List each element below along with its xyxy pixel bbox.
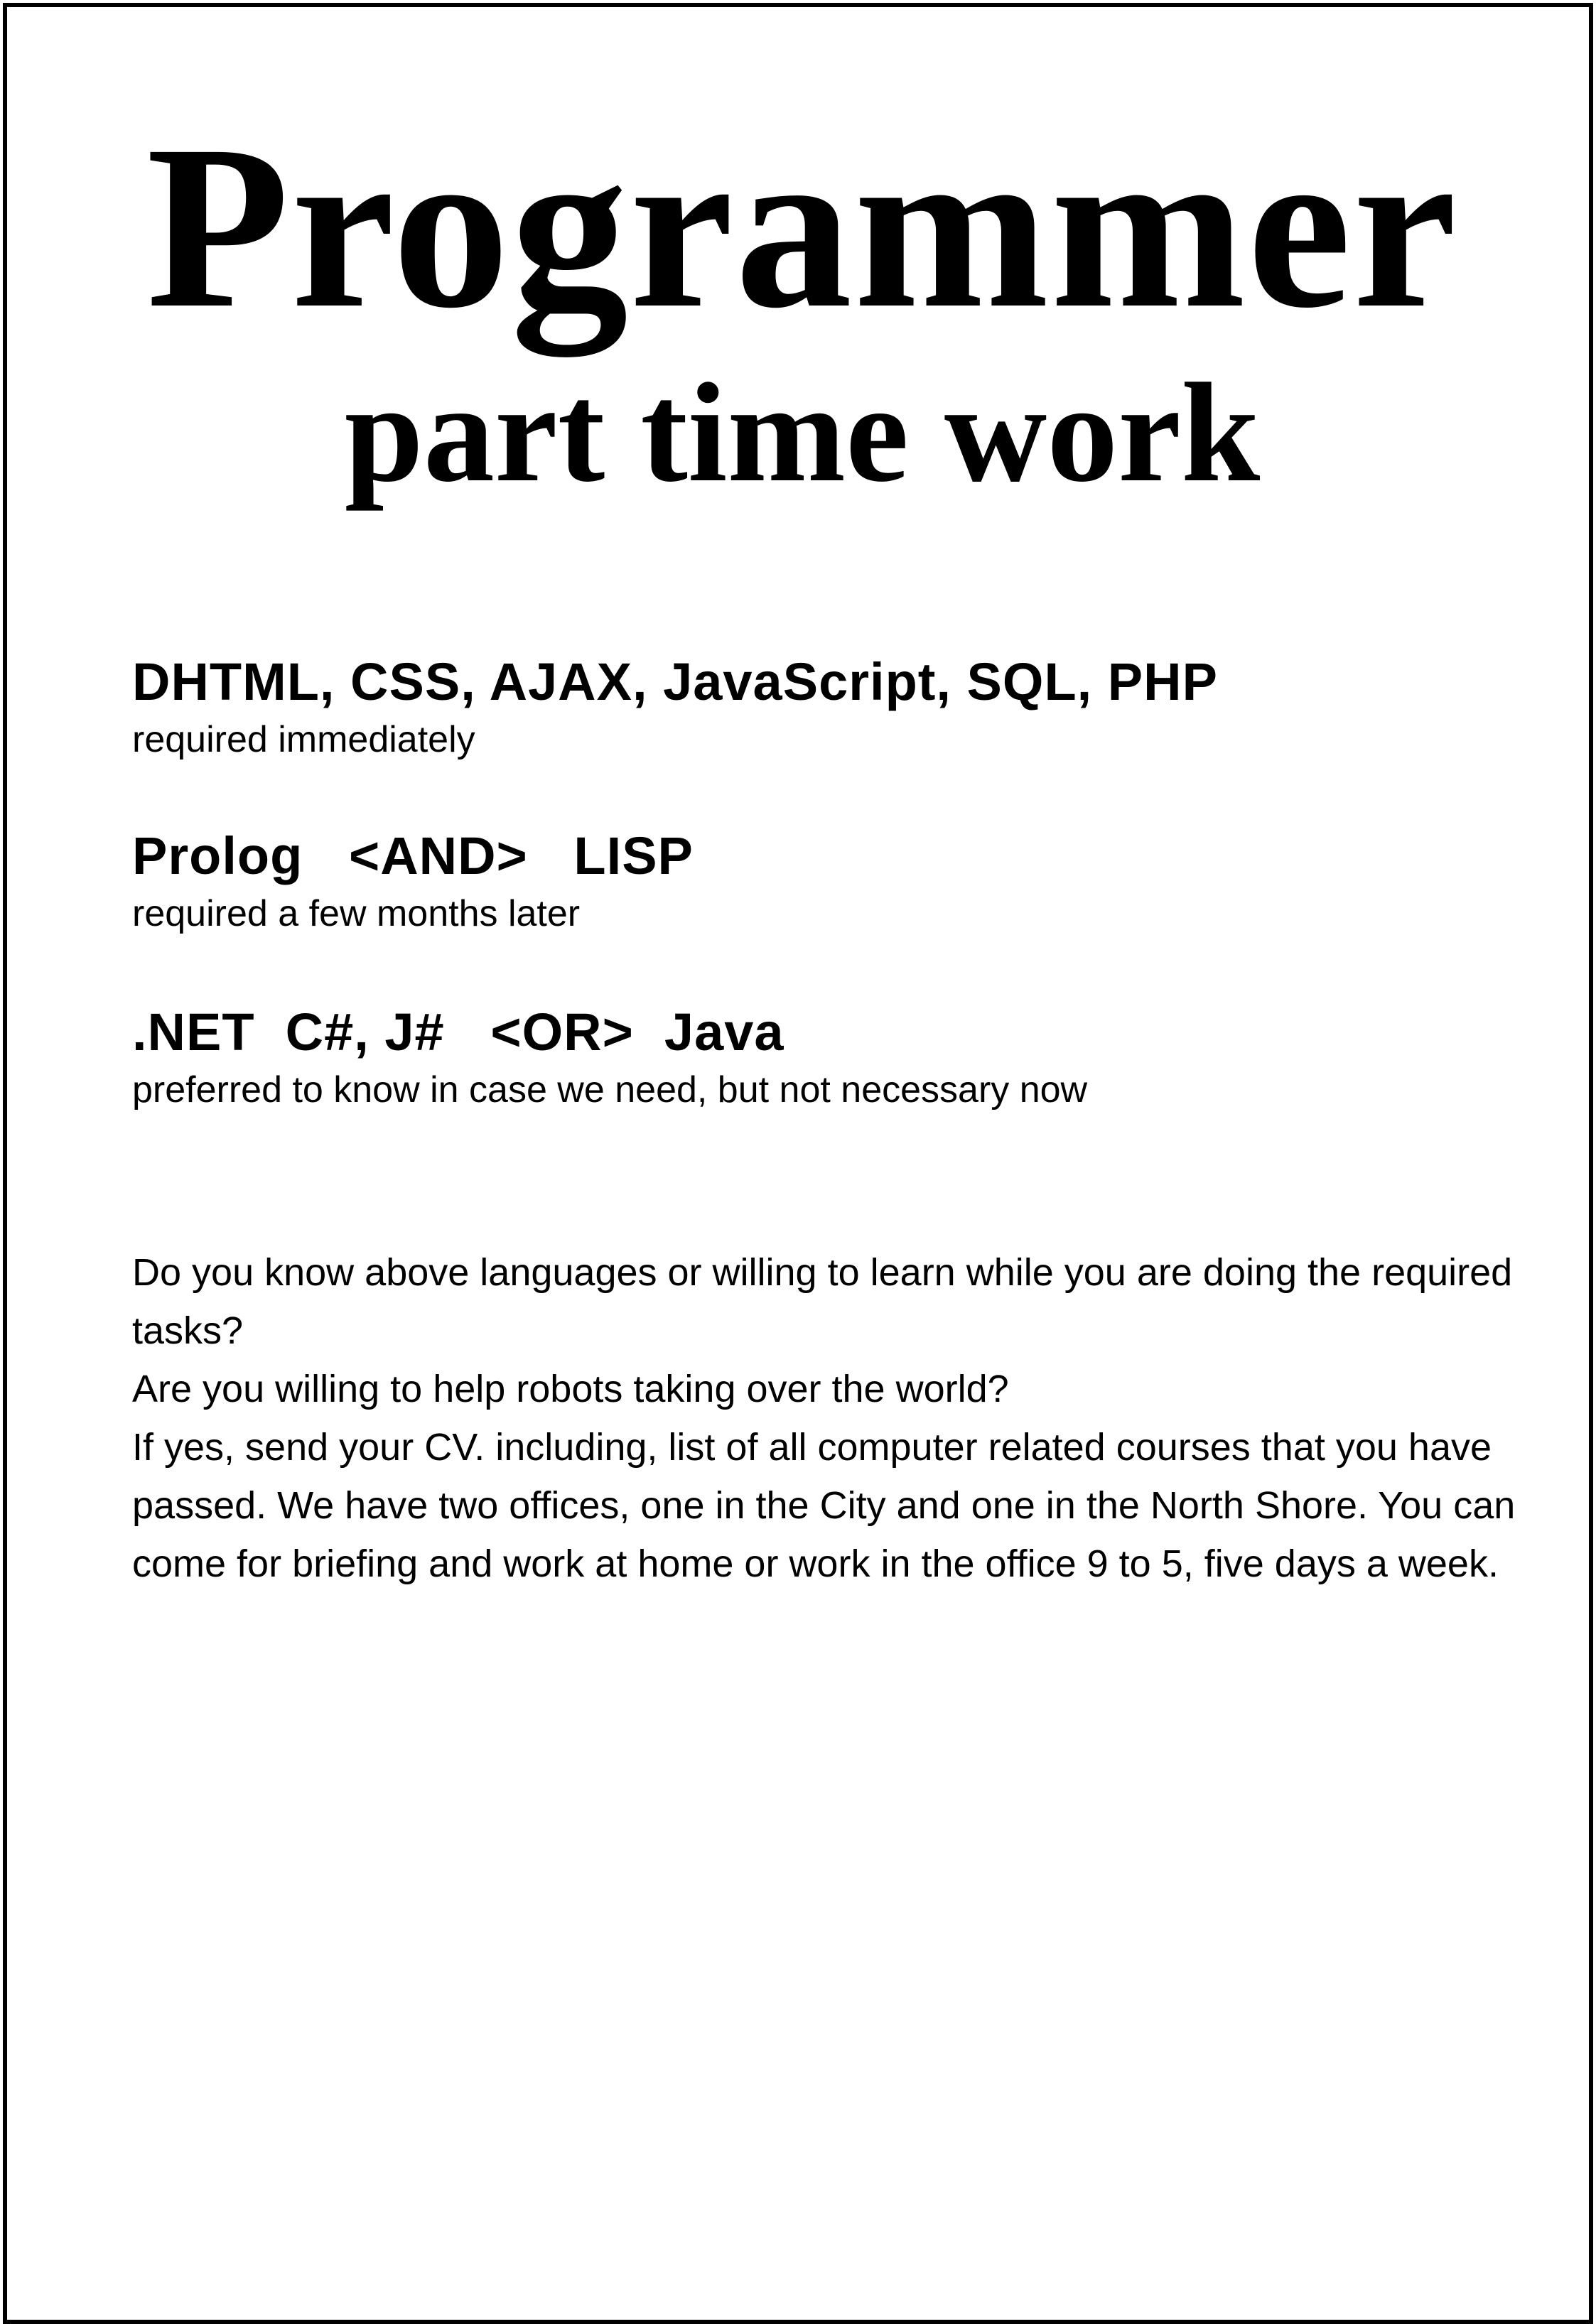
requirement-note: required a few months later (132, 893, 581, 934)
requirement-note: preferred to know in case we need, but not necessary now (132, 1069, 1088, 1110)
requirement-heading: .NET C#, J# <OR> Java (132, 1002, 784, 1061)
requirement-section-preferred (132, 1000, 1525, 1114)
poster-subtitle: part time work (344, 355, 1261, 512)
requirement-heading: DHTML, CSS, AJAX, JavaScript, SQL, PHP (132, 652, 1218, 711)
requirement-heading: Prolog <AND> LISP (132, 826, 694, 885)
body-paragraph: If yes, send your CV. including, list of all computer related courses that you have passed. We have two offices, one in the City and one in the North Shore. You can come for briefing and work at home or work in the office 9 to 5, five days a week. (132, 1426, 1516, 1585)
poster-frame (3, 3, 1593, 2324)
requirement-note: required immediately (132, 719, 475, 760)
poster-title: Programmer (146, 97, 1459, 357)
body-paragraph: Do you know above languages or willing to learn while you are doing the required tasks? (132, 1251, 1513, 1352)
requirement-section-later (132, 824, 1525, 938)
body-paragraph: Are you willing to help robots taking over the world? (132, 1368, 1009, 1410)
poster-body (132, 1243, 1532, 1593)
requirement-section-immediate (132, 650, 1525, 764)
